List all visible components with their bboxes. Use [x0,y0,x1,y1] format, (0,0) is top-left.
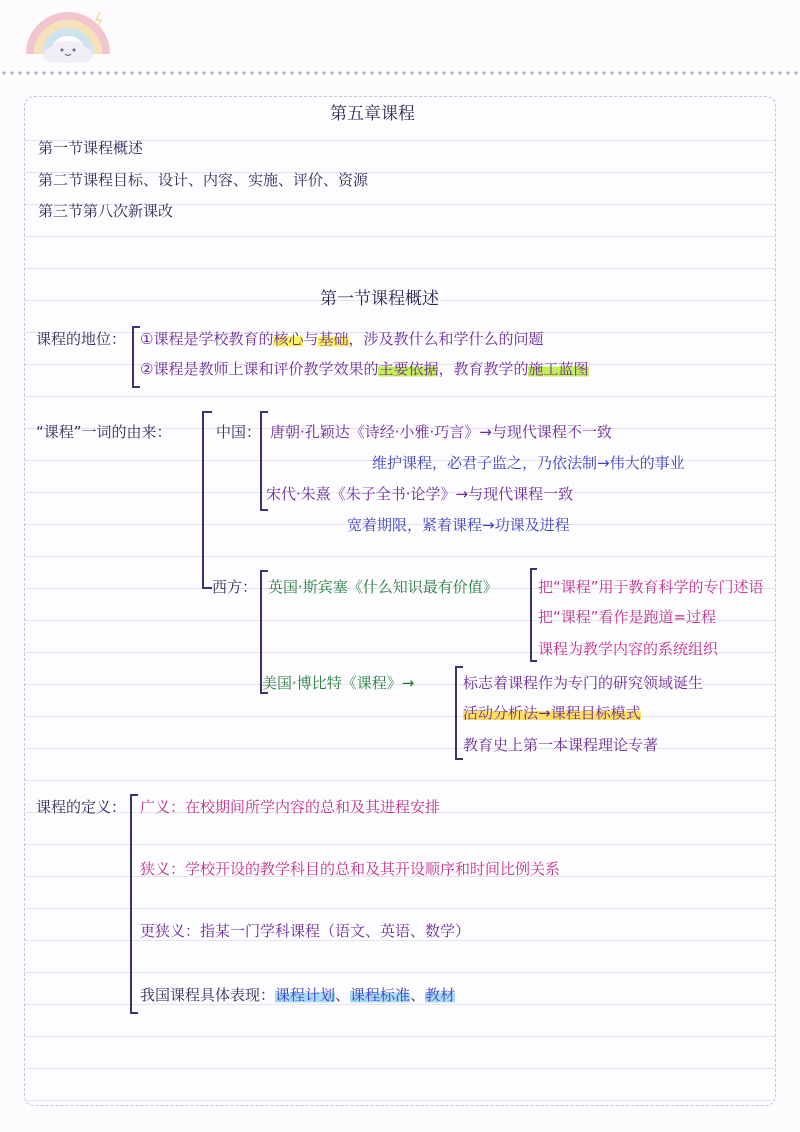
rainbow-cloud-icon [22,8,114,64]
broad-definition: 广义：在校期间所学内容的总和及其进程安排 [140,798,441,816]
origin-label: “课程”一词的由来： [36,423,172,441]
status-bracket [132,326,140,388]
narrow-definition: 狭义：学校开设的教学科目的总和及其开设顺序和时间比例关系 [140,860,561,878]
china-curriculum-line: 我国课程具体表现：课程计划、课程标准、教材 [140,986,456,1004]
narrower-definition: 更狭义：指某一门学科课程（语文、英语、数学） [140,922,471,940]
song-line: 宋代·朱熹《朱子全书·论学》→与现代课程一致 [266,485,574,503]
west-label: 西方： [212,578,258,596]
spencer-line: 英国·斯宾塞《什么知识最有价值》 [268,578,498,596]
bobbitt-line: 美国·博比特《课程》→ [262,674,415,692]
section-title: 第一节课程概述 [320,289,439,309]
bobbitt-note: 活动分析法→课程目标模式 [463,704,641,722]
status-line-2: ②课程是教师上课和评价教学效果的主要依据，教育教学的施工蓝图 [140,360,589,378]
toc-item: 第三节第八次新课改 [38,202,174,220]
spencer-bracket [530,568,537,662]
bobbitt-note: 标志着课程作为专门的研究领域诞生 [463,674,704,692]
china-label: 中国： [216,423,262,441]
status-line-1: ①课程是学校教育的核心与基础，涉及教什么和学什么的问题 [140,330,544,348]
bobbitt-note: 教育史上第一本课程理论专著 [463,736,659,754]
toc-item: 第一节课程概述 [38,139,144,157]
tang-line: 唐朝·孔颖达《诗经·小雅·巧言》→与现代课程不一致 [270,423,612,441]
definition-bracket [130,794,138,1014]
spencer-note: 把“课程”用于教育科学的专门述语 [538,578,764,596]
spencer-note: 课程为教学内容的系统组织 [538,640,719,658]
status-label: 课程的地位： [36,330,127,348]
tang-note: 维护课程，必君子监之，乃依法制→伟大的事业 [372,454,685,472]
definition-label: 课程的定义： [36,798,127,816]
dotted-divider [0,70,800,76]
chapter-title: 第五章课程 [330,104,415,124]
origin-bracket [202,411,212,589]
spencer-note: 把“课程”看作是跑道=过程 [538,608,717,626]
song-note: 宽着期限，紧着课程→功课及进程 [347,516,570,534]
bobbitt-bracket [455,666,463,760]
toc-item: 第二节课程目标、设计、内容、实施、评价、资源 [38,171,369,189]
